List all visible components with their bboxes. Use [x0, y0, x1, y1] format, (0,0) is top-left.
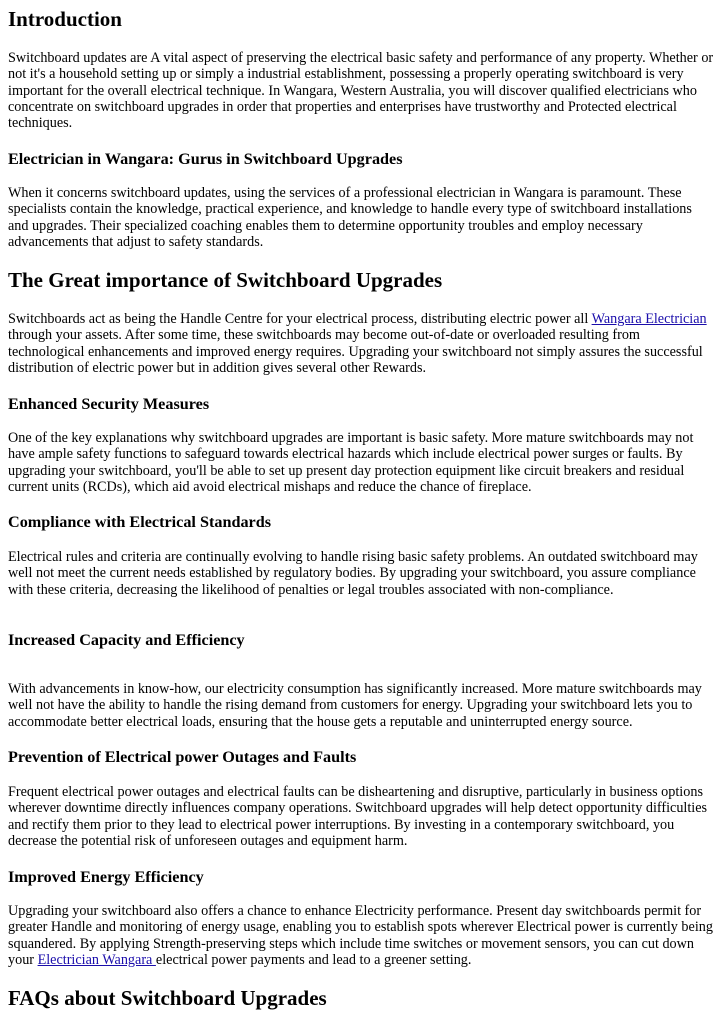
- electrician-wangara-link[interactable]: Electrician Wangara: [37, 951, 156, 968]
- security-heading: Enhanced Security Measures: [8, 395, 210, 413]
- importance-text-after: through your assets. After some time, these switchboards may become out-of-date or overloaded resulting from technological enhancements and improved energy requires. Upgrading your switchboard not simply assures the successful distribution of electric power but in addition gives several other Rewards.: [8, 327, 703, 376]
- security-paragraph: One of the key explanations why switchboard upgrades are important is basic safety. More mature switchboards may not have ample safety functions to safeguard towards electrical hazards which include electrical power surges or faults. By upgrading your switchboard, you'll be able to set up present day protection equipment like circuit breakers and residual current units (RCDs), which aid avoid electrical mishaps and reduce the chance of fireplace.: [8, 430, 694, 495]
- wangara-electrician-link[interactable]: Wangara Electrician: [591, 311, 707, 327]
- importance-paragraph: [8, 311, 714, 376]
- compliance-heading: Compliance with Electrical Standards: [8, 513, 272, 531]
- outages-heading: Prevention of Electrical power Outages and Faults: [8, 748, 357, 766]
- gurus-paragraph: When it concerns switchboard updates, using the services of a professional electrician in Wangara is paramount. These specialists contain the knowledge, practical experience, and knowledge to handle every type of switchboard installations and upgrades. Their specialized coaching enables them to determine opportunity troubles and employ necessary advancements that adjust to safety standards.: [8, 185, 692, 250]
- faq-heading: FAQs about Switchboard Upgrades: [8, 986, 327, 1010]
- gurus-heading: Electrician in Wangara: Gurus in Switchboard Upgrades: [8, 150, 403, 168]
- importance-heading: The Great importance of Switchboard Upgrades: [8, 268, 443, 292]
- efficiency-text-before: Upgrading your switchboard also offers a chance to enhance Electricity performance. Present day switchboards permit for greater Handle and monitoring of energy usage, enabling you to establish spots wherever Electrical power is currently being squandered. By applying Strength-preserving steps which include time switches or movement sensors, you can cut down your: [8, 903, 713, 968]
- capacity-paragraph: With advancements in know-how, our electricity consumption has significantly increased. More mature switchboards may well not have the ability to handle the rising demand from customers for energy. Upgrading your switchboard lets you to accommodate better electrical loads, ensuring that the house gets a reputable and uninterrupted energy source.: [8, 681, 702, 730]
- efficiency-paragraph: [8, 903, 714, 968]
- compliance-paragraph: Electrical rules and criteria are continually evolving to handle rising basic safety problems. An outdated switchboard may well not meet the current needs established by regulatory bodies. By upgrading your switchboard, you assure compliance with these criteria, decreasing the likelihood of penalties or legal troubles associated with non-compliance.: [8, 549, 698, 598]
- capacity-heading: Increased Capacity and Efficiency: [8, 631, 245, 649]
- intro-paragraph: Switchboard updates are A vital aspect of preserving the electrical basic safety and performance of any property. Whether or not it's a household setting up or simply a industrial establishment, possessing a properly operating switchboard is very important for the overall electrical technique. In Wangara, Western Australia, you will discover qualified electricians who concentrate on switchboard upgrades in order that properties and enterprises have trustworthy and Protected electrical techniques.: [8, 50, 714, 132]
- outages-paragraph: Frequent electrical power outages and electrical faults can be disheartening and disruptive, particularly in business options wherever downtime directly influences company operations. Switchboard upgrades will help detect opportunity difficulties and rectify them prior to they lead to electrical power interruptions. By investing in a contemporary switchboard, you decrease the potential risk of unforeseen outages and equipment harm.: [8, 784, 708, 849]
- importance-text-before: Switchboards act as being the Handle Centre for your electrical process, distributing electric power all: [8, 311, 592, 327]
- efficiency-text-after: electrical power payments and lead to a greener setting.: [155, 951, 472, 968]
- efficiency-heading: Improved Energy Efficiency: [8, 868, 204, 886]
- intro-heading: Introduction: [8, 7, 122, 31]
